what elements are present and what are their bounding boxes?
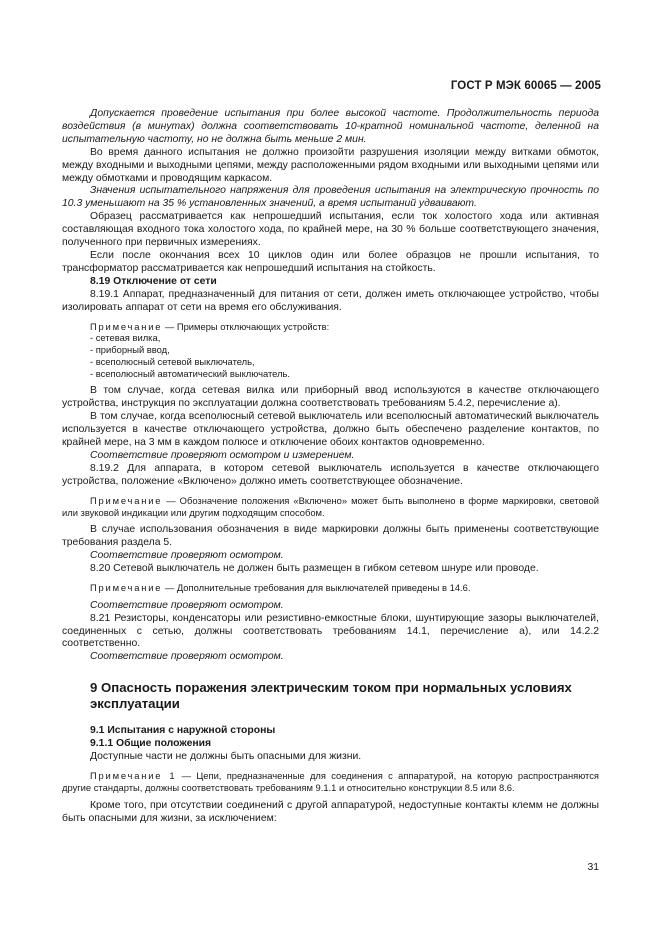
paragraph: Соответствие проверяют осмотром.	[90, 550, 284, 562]
paragraph: Значения испытательного напряжения для проведения испытания на электрическую прочность по 10.3 уменьшают на 35 % установленных значений, а время испытаний удваивают.	[62, 185, 599, 210]
list-item: - приборный ввод,	[90, 344, 170, 356]
note-label: Примечание	[90, 320, 163, 332]
paragraph: Кроме того, при отсутствии соединений с другой аппаратурой, недоступные контакты клемм не должны быть опасными для жизни, за исключением:	[62, 799, 599, 824]
note-label: Примечание 1	[90, 770, 177, 781]
note-label: Примечание	[90, 581, 163, 593]
paragraph: Образец рассматривается как непрошедший испытания, если ток холостого хода или активная составляющая входного тока холостого хода, по крайней мере, на 30 % больше соответствующего значения, полученного при первичных измерениях.	[62, 211, 599, 249]
paragraph: Если после окончания всех 10 циклов один или более образцов не прошли испытания, то трансформатор рассматривается как непрошедший испытания на стойкость.	[62, 249, 599, 274]
paragraph: Соответствие проверяют осмотром.	[90, 599, 284, 611]
note-list	[62, 332, 599, 379]
page-number: 31	[587, 862, 599, 873]
paragraph: 8.19.2 Для аппарата, в котором сетевой выключатель используется в качестве отключающего устройства, положение «Включено» должно иметь соответствующее обозначение.	[62, 462, 599, 487]
standard-designation: ГОСТ Р МЭК 60065 — 2005	[450, 80, 601, 92]
document-body	[62, 108, 599, 825]
note-label: Примечание	[90, 494, 163, 506]
chapter-heading: 9 Опасность поражения электрическим током при нормальных условиях эксплуатации	[90, 680, 572, 711]
note-text: — Дополнительные требования для выключателей приведены в 14.6.	[162, 581, 471, 593]
paragraph: 8.19.1 Аппарат, предназначенный для питания от сети, должен иметь отключающее устройство, чтобы изолировать аппарат от сети на время его обслуживания.	[62, 288, 599, 313]
section-heading: 8.19 Отключение от сети	[90, 275, 217, 287]
paragraph: 8.21 Резисторы, конденсаторы или резистивно-емкостные блоки, шунтирующие зазоры выключателей, соединенных с сетью, должны соответствовать требованиям 14.1, перечисление а), или 14.2.2 соответственно.	[62, 612, 599, 650]
paragraph: В том случае, когда сетевая вилка или приборный ввод используются в качестве отключающего устройства, инструкция по эксплуатации должна соответствовать требованиям 5.4.2, перечисление а).	[62, 385, 599, 410]
paragraph: В случае использования обозначения в виде маркировки должны быть применены соответствующие требования раздела 5.	[62, 524, 599, 549]
note	[62, 582, 599, 594]
paragraph: Соответствие проверяют осмотром.	[90, 651, 284, 663]
note-text: — Примеры отключающих устройств:	[162, 320, 330, 332]
paragraph: Допускается проведение испытания при более высокой частоте. Продолжительность периода воздействия (в минутах) должна соответствовать 10-кратной номинальной частоте, деленной на испытательную частоту, но не должна быть меньше 2 мин.	[62, 108, 599, 145]
paragraph: Соответствие проверяют осмотром и измерением.	[90, 450, 355, 462]
paragraph: В том случае, когда всеполюсный сетевой выключатель или всеполюсный автоматический выключатель используется в качестве отключающего устройства, должно быть обеспечено разделение контактов, по крайней мере, на 3 мм в каждом полюсе и отключение обоих контактов одновременно.	[62, 411, 599, 449]
list-item: - всеполюсный сетевой выключатель,	[90, 355, 255, 367]
section-heading: 9.1 Испытания с наружной стороны	[90, 725, 276, 737]
note	[62, 770, 599, 794]
note-text: — Обозначение положения «Включено» может быть выполнено в форме маркировки, световой или звуковой индикации или другим подходящим способом.	[62, 494, 599, 518]
list-item: - всеполюсный автоматический выключатель.	[90, 367, 291, 379]
paragraph: Во время данного испытания не должно произойти разрушения изоляции между витками обмоток, между входными и выходными цепями, между расположенными рядом входными или выходными цепями или между обмотками и проводящим каркасом.	[62, 146, 599, 184]
subsection-heading: 9.1.1 Общие положения	[90, 738, 212, 750]
paragraph: Доступные части не должны быть опасными для жизни.	[90, 751, 362, 763]
list-item: - сетевая вилка,	[90, 332, 161, 344]
note	[62, 321, 599, 333]
note	[62, 495, 599, 519]
paragraph: 8.20 Сетевой выключатель не должен быть размещен в гибком сетевом шнуре или проводе.	[90, 563, 539, 575]
note-text: — Цепи, предназначенные для соединения с аппаратурой, на которую распространяются другие стандарты, должны соответствовать требованиям 9.1.1 и относительно конструкции 8.5 или 8.6.	[62, 770, 599, 793]
